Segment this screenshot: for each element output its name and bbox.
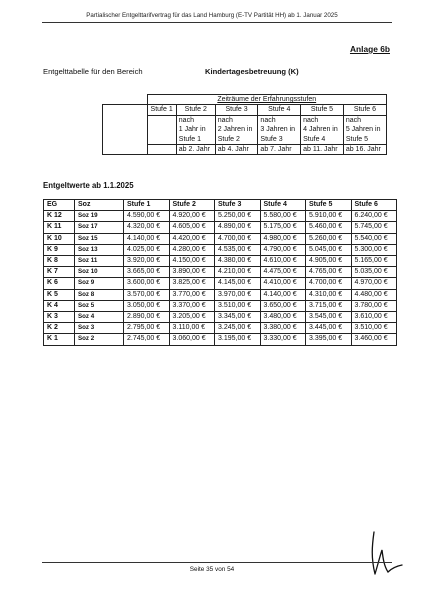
column-header: Stufe 6 bbox=[351, 200, 397, 211]
duration-cell: 2 Jahren in bbox=[215, 125, 258, 134]
salary-cell: 3.110,00 € bbox=[169, 323, 215, 334]
soz-cell: Soz 2 bbox=[75, 334, 124, 345]
nach-cell: nach bbox=[258, 115, 301, 125]
salary-cell: 4.475,00 € bbox=[260, 267, 306, 278]
from-stufe-row bbox=[103, 135, 387, 145]
duration-cell: 4 Jahren in bbox=[301, 125, 344, 134]
salary-cell: 2.795,00 € bbox=[124, 323, 170, 334]
from-stufe-cell: Stufe 3 bbox=[258, 135, 301, 145]
soz-cell: Soz 10 bbox=[75, 267, 124, 278]
salary-cell: 4.605,00 € bbox=[169, 222, 215, 233]
eg-cell: K 9 bbox=[44, 244, 75, 255]
salary-cell: 4.210,00 € bbox=[215, 267, 261, 278]
salary-cell: 6.240,00 € bbox=[351, 211, 397, 222]
salary-cell: 4.480,00 € bbox=[351, 289, 397, 300]
salary-cell: 3.510,00 € bbox=[351, 323, 397, 334]
salary-cell: 4.700,00 € bbox=[306, 278, 352, 289]
soz-cell: Soz 8 bbox=[75, 289, 124, 300]
footer-divider bbox=[42, 562, 392, 563]
empty-cell bbox=[147, 145, 176, 155]
empty-cell bbox=[103, 105, 148, 115]
salary-cell: 4.150,00 € bbox=[169, 256, 215, 267]
stufe-header: Stufe 2 bbox=[176, 105, 215, 115]
eg-cell: K 4 bbox=[44, 300, 75, 311]
table-row bbox=[44, 211, 397, 222]
salary-cell: 3.970,00 € bbox=[215, 289, 261, 300]
salary-cell: 5.250,00 € bbox=[215, 211, 261, 222]
salary-cell: 4.610,00 € bbox=[260, 256, 306, 267]
duration-cell: 1 Jahr in bbox=[176, 125, 215, 134]
duration-cell: 5 Jahren in bbox=[343, 125, 386, 134]
page-number: Seite 35 von 54 bbox=[189, 566, 235, 573]
stufen-row bbox=[103, 105, 387, 115]
from-stufe-cell: Stufe 1 bbox=[176, 135, 215, 145]
pay-scale-table bbox=[43, 199, 397, 346]
salary-cell: 3.890,00 € bbox=[169, 267, 215, 278]
salary-cell: 4.700,00 € bbox=[215, 233, 261, 244]
header-text: Partialischer Entgelttarifvertrag für das Land Hamburg (E-TV Partität HH) ab 1. Januar 2025 bbox=[86, 12, 338, 19]
salary-cell: 5.175,00 € bbox=[260, 222, 306, 233]
table-row bbox=[44, 233, 397, 244]
stufe-header: Stufe 1 bbox=[147, 105, 176, 115]
salary-cell: 4.980,00 € bbox=[260, 233, 306, 244]
empty-cell bbox=[103, 125, 148, 134]
nach-cell: nach bbox=[343, 115, 386, 125]
salary-cell: 4.905,00 € bbox=[306, 256, 352, 267]
empty-corner-cell bbox=[103, 95, 148, 105]
salary-cell: 3.665,00 € bbox=[124, 267, 170, 278]
salary-cell: 3.480,00 € bbox=[260, 312, 306, 323]
table-row bbox=[44, 256, 397, 267]
stufe-header: Stufe 5 bbox=[301, 105, 344, 115]
salary-cell: 4.765,00 € bbox=[306, 267, 352, 278]
ab-row bbox=[103, 145, 387, 155]
soz-cell: Soz 17 bbox=[75, 222, 124, 233]
salary-cell: 5.045,00 € bbox=[306, 244, 352, 255]
salary-cell: 3.920,00 € bbox=[124, 256, 170, 267]
salary-cell: 3.380,00 € bbox=[260, 323, 306, 334]
soz-cell: Soz 19 bbox=[75, 211, 124, 222]
table-row bbox=[44, 222, 397, 233]
salary-cell: 3.460,00 € bbox=[351, 334, 397, 345]
salary-cell: 3.370,00 € bbox=[169, 300, 215, 311]
section-title: Entgeltwerte ab 1.1.2025 bbox=[43, 181, 134, 190]
salary-cell: 4.320,00 € bbox=[124, 222, 170, 233]
table-row bbox=[44, 323, 397, 334]
eg-cell: K 8 bbox=[44, 256, 75, 267]
table-row bbox=[44, 312, 397, 323]
salary-cell: 3.195,00 € bbox=[215, 334, 261, 345]
column-header: Stufe 2 bbox=[169, 200, 215, 211]
eg-cell: K 12 bbox=[44, 211, 75, 222]
column-header: Soz bbox=[75, 200, 124, 211]
salary-cell: 4.025,00 € bbox=[124, 244, 170, 255]
soz-cell: Soz 3 bbox=[75, 323, 124, 334]
salary-cell: 3.050,00 € bbox=[124, 300, 170, 311]
table-row bbox=[44, 300, 397, 311]
salary-cell: 4.140,00 € bbox=[124, 233, 170, 244]
from-stufe-cell: Stufe 5 bbox=[343, 135, 386, 145]
eg-cell: K 1 bbox=[44, 334, 75, 345]
table-row bbox=[44, 267, 397, 278]
eg-cell: K 11 bbox=[44, 222, 75, 233]
area-value: Kindertagesbetreuung (K) bbox=[205, 67, 299, 76]
column-header: Stufe 5 bbox=[306, 200, 352, 211]
salary-cell: 4.420,00 € bbox=[169, 233, 215, 244]
experience-title: Zeiträume der Erfahrungsstufen bbox=[147, 95, 387, 105]
soz-cell: Soz 15 bbox=[75, 233, 124, 244]
salary-cell: 4.970,00 € bbox=[351, 278, 397, 289]
salary-cell: 5.300,00 € bbox=[351, 244, 397, 255]
salary-cell: 4.310,00 € bbox=[306, 289, 352, 300]
column-header: Stufe 1 bbox=[124, 200, 170, 211]
stufe-header: Stufe 3 bbox=[215, 105, 258, 115]
eg-cell: K 5 bbox=[44, 289, 75, 300]
salary-cell: 5.165,00 € bbox=[351, 256, 397, 267]
salary-cell: 4.890,00 € bbox=[215, 222, 261, 233]
empty-cell bbox=[103, 115, 148, 125]
salary-cell: 3.715,00 € bbox=[306, 300, 352, 311]
salary-cell: 3.825,00 € bbox=[169, 278, 215, 289]
salary-cell: 3.780,00 € bbox=[351, 300, 397, 311]
ab-cell: ab 4. Jahr bbox=[215, 145, 258, 155]
nach-cell: nach bbox=[176, 115, 215, 125]
salary-cell: 3.600,00 € bbox=[124, 278, 170, 289]
eg-cell: K 6 bbox=[44, 278, 75, 289]
salary-cell: 4.535,00 € bbox=[215, 244, 261, 255]
from-stufe-cell: Stufe 4 bbox=[301, 135, 344, 145]
salary-cell: 4.280,00 € bbox=[169, 244, 215, 255]
duration-row bbox=[103, 125, 387, 134]
salary-cell: 5.910,00 € bbox=[306, 211, 352, 222]
salary-cell: 3.545,00 € bbox=[306, 312, 352, 323]
area-label: Entgelttabelle für den Bereich bbox=[43, 67, 143, 76]
nach-cell: nach bbox=[301, 115, 344, 125]
stufe-header: Stufe 4 bbox=[258, 105, 301, 115]
salary-cell: 5.580,00 € bbox=[260, 211, 306, 222]
empty-cell bbox=[147, 115, 176, 125]
pay-table-header-row bbox=[44, 200, 397, 211]
salary-cell: 5.540,00 € bbox=[351, 233, 397, 244]
salary-cell: 3.395,00 € bbox=[306, 334, 352, 345]
salary-cell: 3.650,00 € bbox=[260, 300, 306, 311]
eg-cell: K 2 bbox=[44, 323, 75, 334]
salary-cell: 4.380,00 € bbox=[215, 256, 261, 267]
experience-levels-table bbox=[102, 94, 387, 155]
salary-cell: 3.445,00 € bbox=[306, 323, 352, 334]
ab-cell: ab 16. Jahr bbox=[343, 145, 386, 155]
salary-cell: 3.570,00 € bbox=[124, 289, 170, 300]
empty-cell bbox=[103, 145, 148, 155]
stufe-header: Stufe 6 bbox=[343, 105, 386, 115]
soz-cell: Soz 4 bbox=[75, 312, 124, 323]
soz-cell: Soz 5 bbox=[75, 300, 124, 311]
salary-cell: 3.510,00 € bbox=[215, 300, 261, 311]
salary-cell: 4.140,00 € bbox=[260, 289, 306, 300]
salary-cell: 2.745,00 € bbox=[124, 334, 170, 345]
empty-cell bbox=[147, 135, 176, 145]
ab-cell: ab 11. Jahr bbox=[301, 145, 344, 155]
salary-cell: 4.920,00 € bbox=[169, 211, 215, 222]
salary-cell: 3.345,00 € bbox=[215, 312, 261, 323]
duration-cell: 3 Jahren in bbox=[258, 125, 301, 134]
table-row bbox=[44, 278, 397, 289]
empty-cell bbox=[103, 135, 148, 145]
salary-cell: 5.035,00 € bbox=[351, 267, 397, 278]
appendix-label: Anlage 6b bbox=[349, 44, 390, 54]
salary-cell: 5.460,00 € bbox=[306, 222, 352, 233]
eg-cell: K 7 bbox=[44, 267, 75, 278]
salary-cell: 5.745,00 € bbox=[351, 222, 397, 233]
salary-cell: 3.770,00 € bbox=[169, 289, 215, 300]
column-header: EG bbox=[44, 200, 75, 211]
salary-cell: 5.260,00 € bbox=[306, 233, 352, 244]
soz-cell: Soz 11 bbox=[75, 256, 124, 267]
salary-cell: 4.790,00 € bbox=[260, 244, 306, 255]
salary-cell: 4.410,00 € bbox=[260, 278, 306, 289]
soz-cell: Soz 9 bbox=[75, 278, 124, 289]
empty-cell bbox=[147, 125, 176, 134]
ab-cell: ab 7. Jahr bbox=[258, 145, 301, 155]
table-row bbox=[44, 334, 397, 345]
nach-cell: nach bbox=[215, 115, 258, 125]
salary-cell: 2.890,00 € bbox=[124, 312, 170, 323]
salary-cell: 4.145,00 € bbox=[215, 278, 261, 289]
salary-cell: 3.205,00 € bbox=[169, 312, 215, 323]
handwritten-signature bbox=[368, 528, 406, 583]
ab-cell: ab 2. Jahr bbox=[176, 145, 215, 155]
column-header: Stufe 3 bbox=[215, 200, 261, 211]
from-stufe-cell: Stufe 2 bbox=[215, 135, 258, 145]
salary-cell: 3.245,00 € bbox=[215, 323, 261, 334]
column-header: Stufe 4 bbox=[260, 200, 306, 211]
salary-cell: 3.330,00 € bbox=[260, 334, 306, 345]
nach-row bbox=[103, 115, 387, 125]
table-row bbox=[44, 289, 397, 300]
salary-cell: 4.590,00 € bbox=[124, 211, 170, 222]
salary-cell: 3.060,00 € bbox=[169, 334, 215, 345]
soz-cell: Soz 13 bbox=[75, 244, 124, 255]
table-row bbox=[44, 244, 397, 255]
eg-cell: K 10 bbox=[44, 233, 75, 244]
eg-cell: K 3 bbox=[44, 312, 75, 323]
header-divider bbox=[42, 22, 392, 23]
salary-cell: 3.610,00 € bbox=[351, 312, 397, 323]
